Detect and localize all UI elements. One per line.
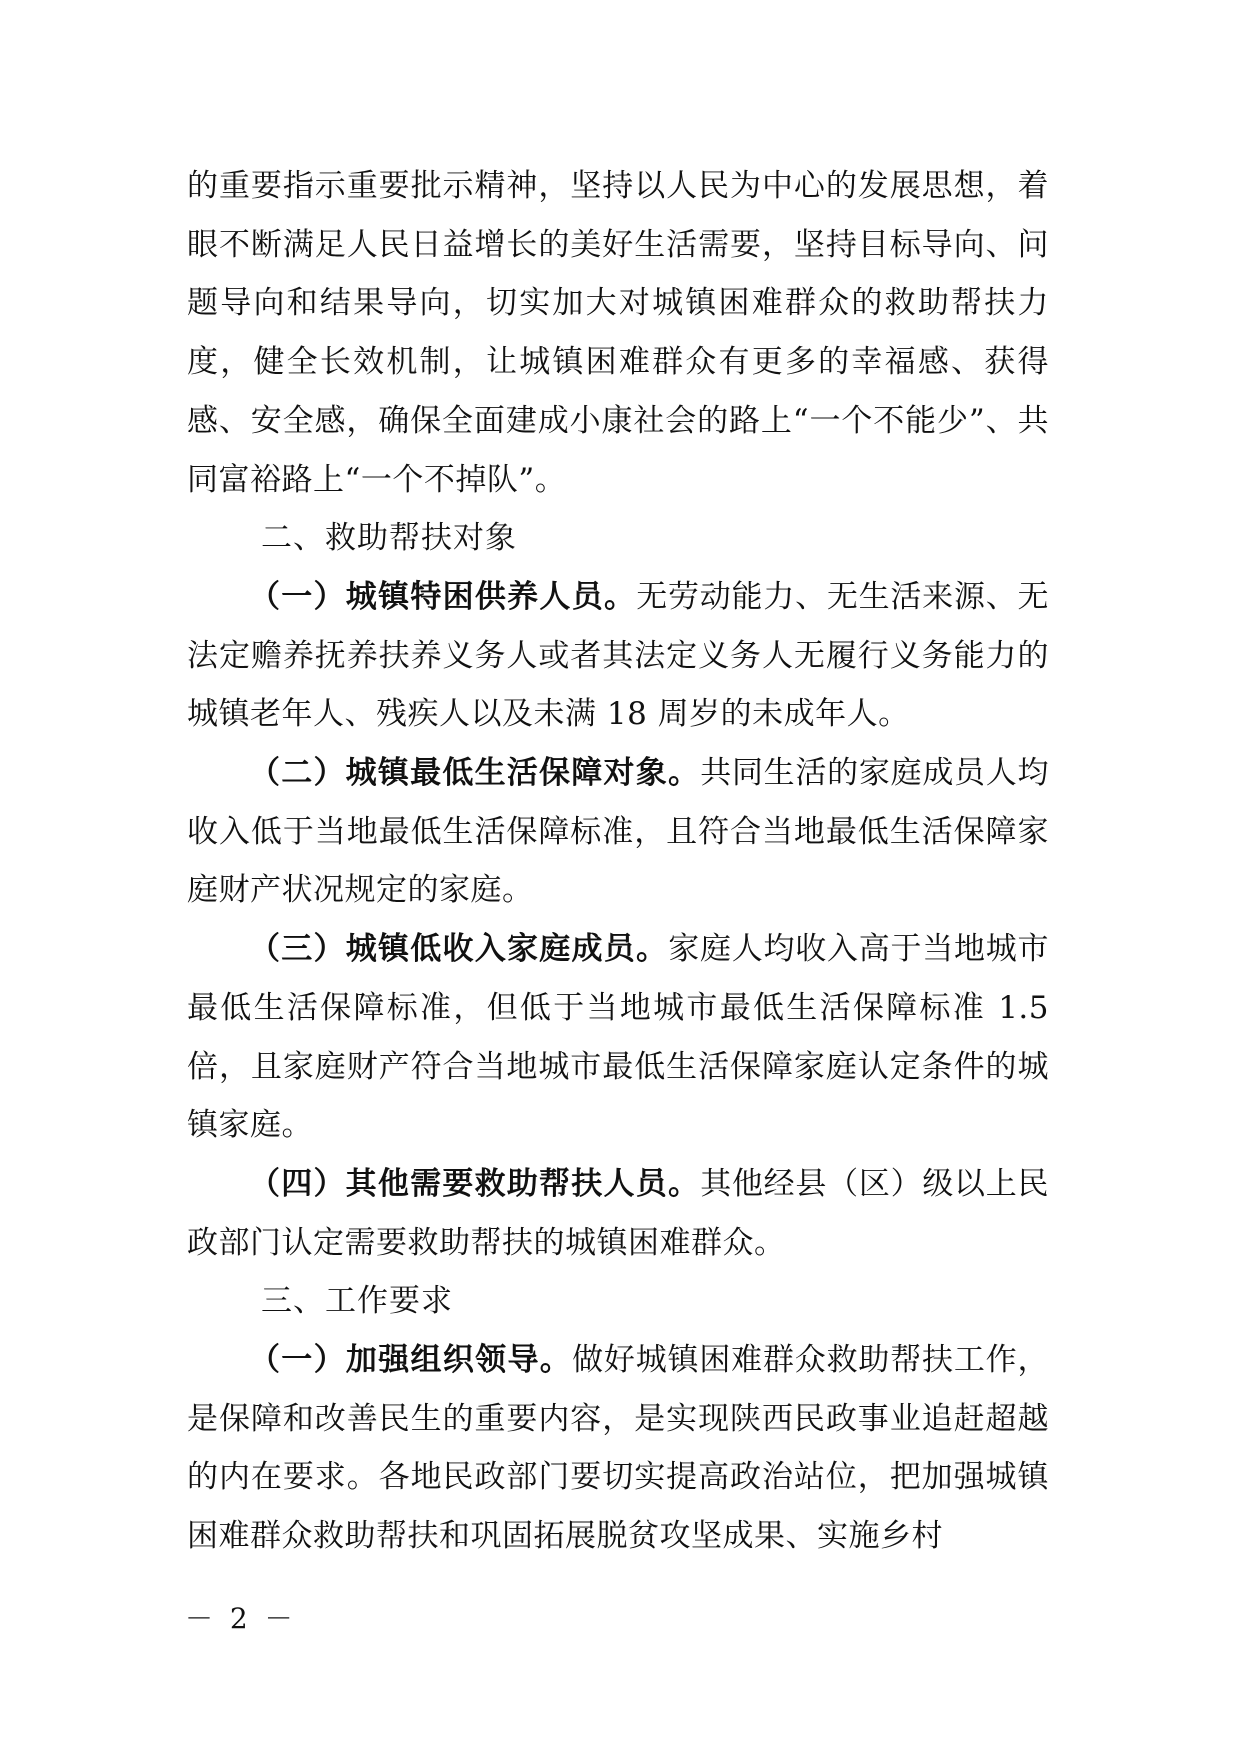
item-lead: （二）城镇最低生活保障对象。 [249,755,701,792]
paragraph-text: 的重要指示重要批示精神，坚持以人民为中心的发展思想，着眼不断满足人民日益增长的美好生活需要，坚持目标导向、问题导向和结果导向，切实加大对城镇困难群众的救助帮扶力度，健全长效机制，让城镇困难群众有更多的幸福感、获得感、安全感，确保全面建成小康社会的路上“一个不能少”、共同富裕路上“一个不掉队”。 [187,168,1049,498]
paragraph-item-minimum-living [187,744,1049,920]
item-lead: （三）城镇低收入家庭成员。 [249,931,669,968]
paragraph-intro-continuation [187,157,1049,509]
item-text: 其他经县（区）级以上民政部门认定需要救助帮扶的城镇困难群众。 [187,1165,1050,1261]
paragraph-item-other [187,1155,1049,1272]
item-lead: （一）城镇特困供养人员。 [249,578,637,615]
item-lead: （四）其他需要救助帮扶人员。 [249,1165,701,1202]
item-text: 共同生活的家庭成员人均收入低于当地最低生活保障标准，且符合当地最低生活保障家庭财产状况规定的家庭。 [187,755,1050,909]
section-heading-requirements: 三、工作要求 [261,1283,453,1320]
item-text: 家庭人均收入高于当地城市最低生活保障标准，但低于当地城市最低生活保障标准 1.5 倍，且家庭财产符合当地城市最低生活保障家庭认定条件的城镇家庭。 [187,931,1049,1144]
document-body [187,157,1049,1566]
section-heading-targets: 二、救助帮扶对象 [261,520,517,557]
paragraph-item-extreme-poverty [187,568,1049,744]
item-text: 做好城镇困难群众救助帮扶工作，是保障和改善民生的重要内容，是实现陕西民政事业追赶超越的内在要求。各地民政部门要切实提高政治站位，把加强城镇困难群众救助帮扶和巩固拓展脱贫攻坚成果、实施乡村 [187,1342,1049,1555]
page-number: － 2 － [185,1602,297,1635]
paragraph-item-low-income [187,920,1049,1155]
item-text: 无劳动能力、无生活来源、无法定赡养抚养扶养义务人或者其法定义务人无履行义务能力的城镇老年人、残疾人以及未满 18 周岁的未成年人。 [187,578,1049,733]
paragraph-item-leadership [187,1331,1049,1566]
item-lead: （一）加强组织领导。 [249,1342,573,1379]
